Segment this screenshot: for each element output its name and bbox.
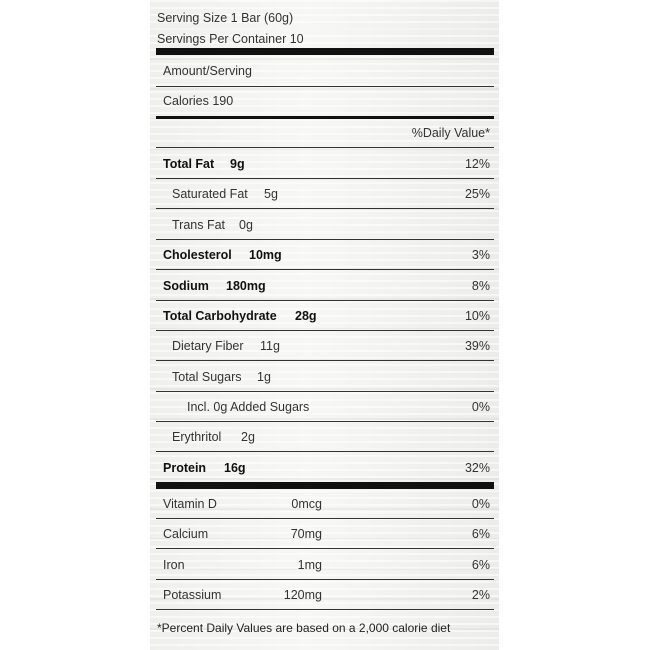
serving-size: Serving Size 1 Bar (60g) (157, 11, 294, 25)
divider (156, 330, 494, 331)
nutrient-dv: 12% (464, 157, 490, 171)
vitamin-amount: 70mg (290, 527, 322, 541)
vitamin-dv: 6% (471, 527, 490, 541)
vitamin-amount: 1mg (297, 558, 322, 572)
vitamin-dv: 0% (471, 497, 490, 511)
divider (156, 147, 494, 148)
nutrient-amount: 5g (264, 187, 278, 201)
divider (156, 548, 494, 549)
vitamin-name: Potassium (163, 588, 222, 602)
vitamin-amount: 0mcg (291, 497, 322, 511)
nutrient-name: Erythritol (172, 430, 222, 444)
nutrient-name: Total Carbohydrate (163, 309, 277, 323)
medium-divider (156, 116, 494, 119)
divider (156, 609, 494, 610)
thick-divider (156, 482, 494, 489)
vitamin-name: Vitamin D (163, 497, 217, 511)
nutrient-name: Protein (163, 461, 207, 475)
nutrient-amount: 28g (295, 309, 317, 323)
amount-per-serving-label: Amount/Serving (163, 64, 252, 78)
nutrient-dv: 0% (471, 400, 490, 414)
servings-per-container: Servings Per Container 10 (157, 32, 304, 46)
divider (156, 269, 494, 270)
calories-label: Calories 190 (163, 94, 234, 108)
vitamin-dv: 2% (471, 588, 490, 602)
divider (156, 208, 494, 209)
divider (156, 239, 494, 240)
nutrient-amount: 11g (260, 339, 280, 353)
nutrient-amount: 2g (241, 430, 255, 444)
divider (156, 421, 494, 422)
nutrient-name: Sodium (163, 279, 209, 293)
nutrition-facts-panel (150, 0, 499, 650)
vitamin-amount: 120mg (283, 588, 322, 602)
nutrient-name: Total Sugars (172, 370, 242, 384)
nutrient-name: Dietary Fiber (172, 339, 244, 353)
vitamin-dv: 6% (471, 558, 490, 572)
nutrient-amount: 10mg (249, 248, 282, 262)
vitamin-name: Iron (163, 558, 185, 572)
divider (156, 300, 494, 301)
nutrient-amount: 9g (230, 157, 245, 171)
nutrient-name: Cholesterol (163, 248, 232, 262)
thick-divider (156, 48, 494, 55)
nutrient-name: Total Fat (163, 157, 215, 171)
footnote: *Percent Daily Values are based on a 2,000 calorie diet (157, 621, 451, 635)
nutrient-name: Incl. 0g Added Sugars (187, 400, 310, 414)
nutrient-dv: 10% (464, 309, 490, 323)
nutrient-amount: 1g (257, 370, 271, 384)
divider (156, 360, 494, 361)
divider (156, 579, 494, 580)
divider (156, 518, 494, 519)
nutrient-name: Trans Fat (172, 218, 226, 232)
nutrient-dv: 32% (464, 461, 490, 475)
nutrient-dv: 3% (471, 248, 490, 262)
daily-value-header: %Daily Value* (411, 126, 490, 140)
nutrient-amount: 180mg (226, 279, 266, 293)
vitamin-name: Calcium (163, 527, 209, 541)
nutrient-dv: 25% (464, 187, 490, 201)
nutrient-dv: 39% (464, 339, 490, 353)
nutrient-amount: 16g (224, 461, 246, 475)
divider (156, 86, 494, 87)
nutrient-dv: 8% (471, 279, 490, 293)
nutrient-name: Saturated Fat (172, 187, 248, 201)
divider (156, 178, 494, 179)
divider (156, 451, 494, 452)
nutrient-amount: 0g (239, 218, 253, 232)
divider (156, 391, 494, 392)
